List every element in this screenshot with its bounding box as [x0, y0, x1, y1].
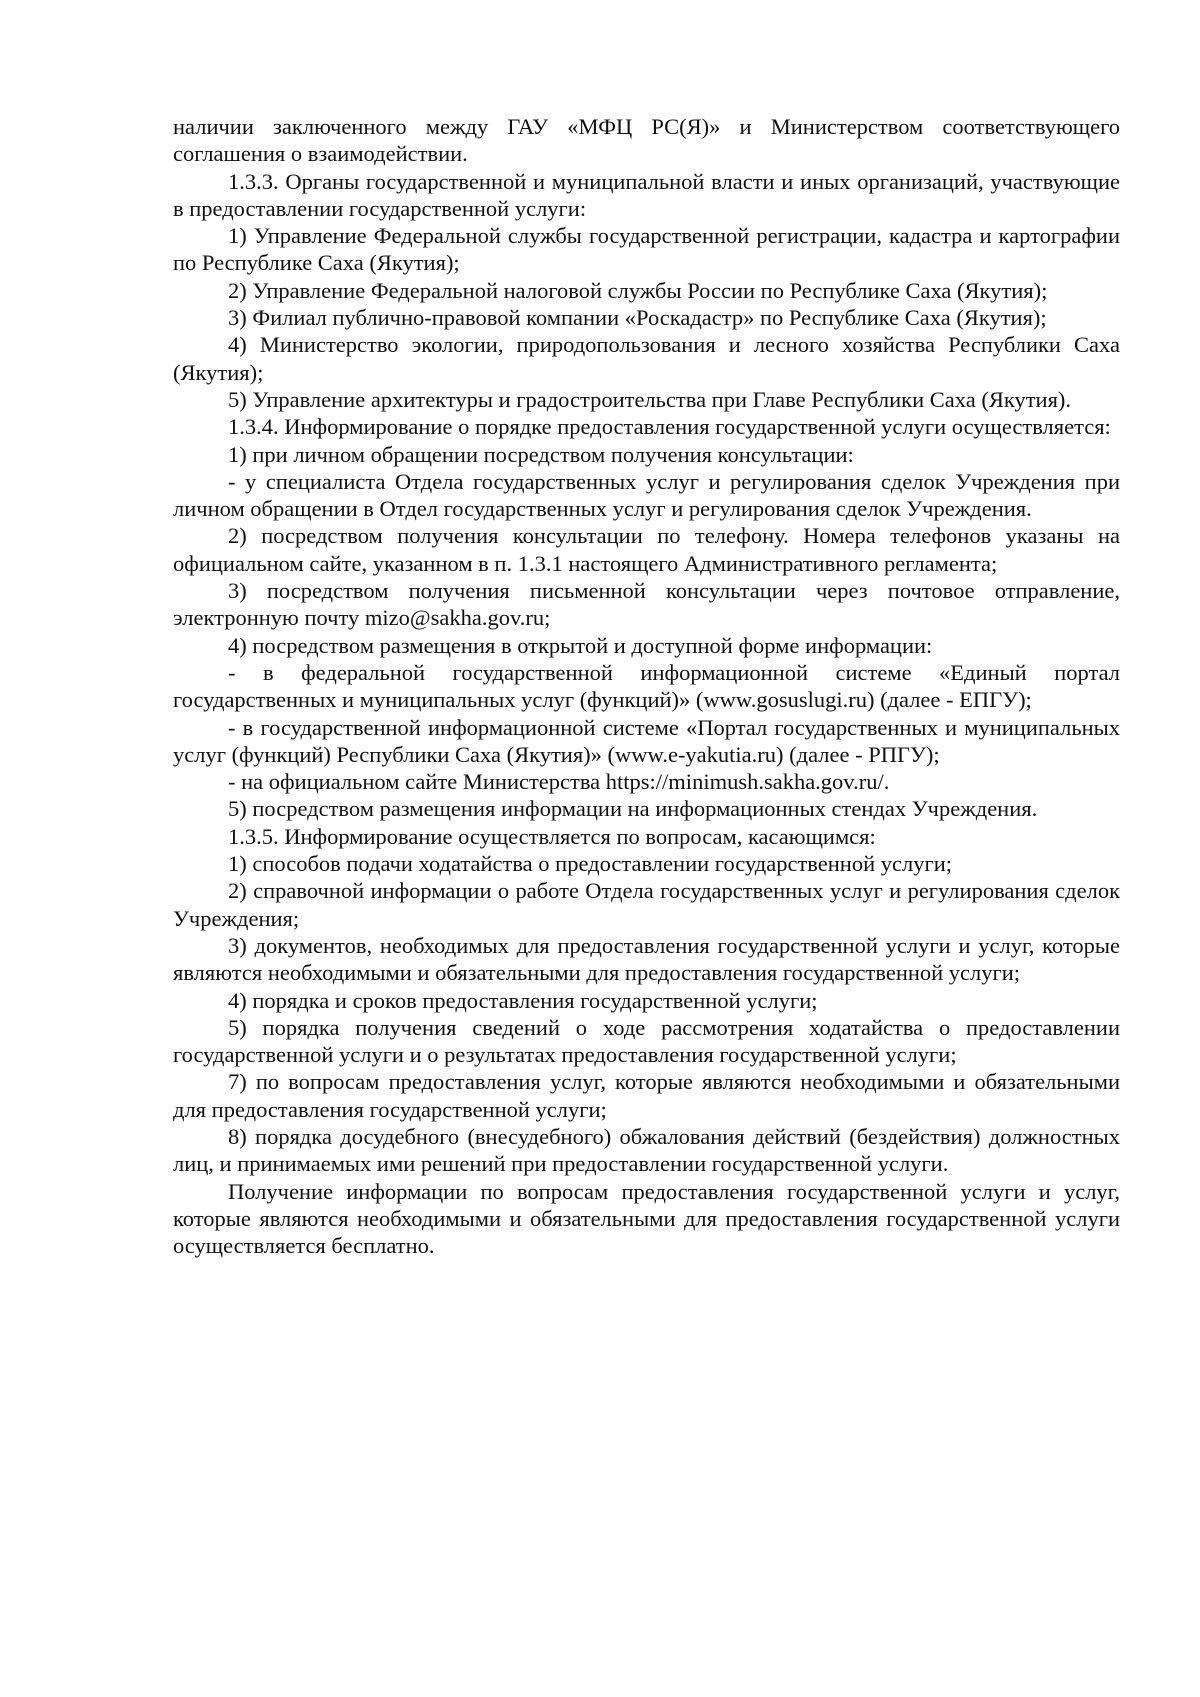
list-item: 1) Управление Федеральной службы государственной регистрации, кадастра и картографии по Республике Саха (Якутия);: [173, 223, 1120, 276]
list-item: 3) документов, необходимых для предоставления государственной услуги и услуг, которые являются необходимыми и обязательными для предоставления государственной услуги;: [173, 932, 1120, 986]
document-body: [173, 113, 1120, 1259]
list-item: 2) посредством получения консультации по телефону. Номера телефонов указаны на официальном сайте, указанном в п. 1.3.1 настоящего Административного регламента;: [173, 523, 1120, 576]
paragraph-continuation: наличии заключенного между ГАУ «МФЦ РС(Я)» и Министерством соответствующего соглашения о взаимодействии.: [173, 114, 1120, 167]
paragraph-closing: Получение информации по вопросам предоставления государственной услуги и услуг, которые являются необходимыми и обязательными для предоставления государственной услуги осуществляется бесплатно.: [173, 1178, 1120, 1259]
list-item: - в федеральной государственной информационной системе «Единый портал государственных и муниципальных услуг (функций)» (www.gosuslugi.ru) (далее - ЕПГУ);: [173, 659, 1120, 713]
list-item: 4) посредством размещения в открытой и доступной форме информации:: [228, 632, 933, 658]
list-item: 1) способов подачи ходатайства о предоставлении государственной услуги;: [228, 851, 952, 877]
list-item: 2) Управление Федеральной налоговой службы России по Республике Саха (Якутия);: [228, 277, 1048, 303]
paragraph-1-3-3: 1.3.3. Органы государственной и муниципальной власти и иных организаций, участвующие в предоставлении государственной услуги:: [173, 168, 1120, 221]
list-item: - у специалиста Отдела государственных услуг и регулирования сделок Учреждения при личном обращении в Отдел государственных услуг и регулирования сделок Учреждения.: [173, 468, 1120, 522]
paragraph-1-3-4: 1.3.4. Информирование о порядке предоставления государственной услуги осуществляется:: [228, 414, 1111, 440]
list-item: - на официальном сайте Министерства https://minimush.sakha.gov.ru/.: [228, 769, 890, 795]
list-item: - в государственной информационной системе «Портал государственных и муниципальных услуг (функций) Республики Саха (Якутия)» (www.e-yakutia.ru) (далее - РПГУ);: [173, 714, 1120, 767]
list-item: 4) Министерство экологии, природопользования и лесного хозяйства Республики Саха (Якутия);: [173, 332, 1120, 385]
list-item: 4) порядка и сроков предоставления государственной услуги;: [228, 987, 818, 1013]
list-item: 2) справочной информации о работе Отдела государственных услуг и регулирования сделок Учреждения;: [173, 878, 1120, 931]
paragraph-1-3-5: 1.3.5. Информирование осуществляется по вопросам, касающимся:: [228, 823, 876, 849]
list-item: 3) посредством получения письменной консультации через почтовое отправление, электронную почту mizo@sakha.gov.ru;: [173, 578, 1120, 631]
list-item: 1) при личном обращении посредством получения консультации:: [228, 441, 854, 467]
list-item: 8) порядка досудебного (внесудебного) обжалования действий (бездействия) должностных лиц, и принимаемых ими решений при предоставлении государственной услуги.: [173, 1123, 1120, 1177]
list-item: 7) по вопросам предоставления услуг, которые являются необходимыми и обязательными для предоставления государственной услуги;: [173, 1069, 1120, 1122]
list-item: 5) порядка получения сведений о ходе рассмотрения ходатайства о предоставлении государственной услуги и о результатах предоставления государственной услуги;: [173, 1014, 1120, 1068]
list-item: 5) Управление архитектуры и градостроительства при Главе Республики Саха (Якутия).: [228, 386, 1072, 412]
list-item: 3) Филиал публично-правовой компании «Роскадастр» по Республике Саха (Якутия);: [228, 305, 1047, 331]
list-item: 5) посредством размещения информации на информационных стендах Учреждения.: [228, 796, 1038, 822]
